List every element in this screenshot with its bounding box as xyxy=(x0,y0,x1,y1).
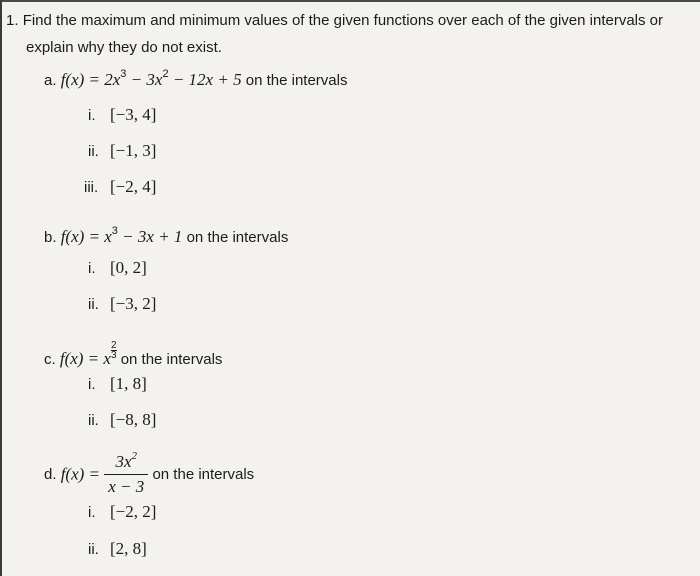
interval-value: [1, 8] xyxy=(110,374,147,393)
part-d-label: d. xyxy=(44,466,57,483)
part-c-label: c. xyxy=(44,351,56,368)
roman-numeral: i. xyxy=(88,504,96,521)
problem-number: 1. xyxy=(6,12,19,29)
problem-intro-line2: explain why they do not exist. xyxy=(26,39,222,56)
part-c-lhs: f(x) = xyxy=(59,349,104,368)
part-c-exponent xyxy=(111,341,117,360)
roman-numeral: i. xyxy=(88,107,96,124)
problem-text-1: Find the maximum and minimum values of the given functions over each of the given intervals or xyxy=(22,12,663,29)
part-a xyxy=(44,70,347,90)
interval-value: [−3, 4] xyxy=(110,105,157,124)
part-d-fraction xyxy=(104,452,148,497)
part-a-mid1: − 3x xyxy=(126,70,163,89)
numerator: 3x xyxy=(115,452,132,471)
part-b-lhs: f(x) = xyxy=(60,227,105,246)
interval-value: [−2, 2] xyxy=(110,502,157,521)
problem-intro-line1 xyxy=(6,12,663,29)
part-a-suffix: on the intervals xyxy=(245,72,348,89)
interval-value: [−3, 2] xyxy=(110,294,157,313)
part-a-label: a. xyxy=(44,72,57,89)
interval-value: [−2, 4] xyxy=(110,177,157,196)
part-c xyxy=(44,341,222,369)
part-c-suffix: on the intervals xyxy=(120,351,223,368)
part-b-pre: x xyxy=(104,227,112,246)
roman-numeral: ii. xyxy=(88,296,99,313)
roman-numeral: i. xyxy=(88,376,96,393)
left-border xyxy=(0,0,2,576)
interval-value: [2, 8] xyxy=(110,539,147,558)
part-b xyxy=(44,227,288,247)
roman-numeral: ii. xyxy=(88,412,99,429)
part-d-interval-1 xyxy=(88,502,156,522)
denominator: x − 3 xyxy=(104,474,148,497)
part-b-suffix: on the intervals xyxy=(186,229,289,246)
part-c-interval-2 xyxy=(88,410,156,430)
part-c-base: x xyxy=(103,349,111,368)
part-b-interval-2 xyxy=(88,294,156,314)
part-d-lhs: f(x) = xyxy=(60,464,105,484)
interval-value: [−1, 3] xyxy=(110,141,157,160)
exp-denominator: 3 xyxy=(110,350,117,361)
interval-value: [−8, 8] xyxy=(110,410,157,429)
part-d-suffix: on the intervals xyxy=(152,466,255,483)
roman-numeral: i. xyxy=(88,260,96,277)
part-b-exp: 3 xyxy=(111,225,118,237)
part-d-interval-2 xyxy=(88,539,147,559)
part-a-lhs: f(x) = xyxy=(60,70,105,89)
numerator-exp: 2 xyxy=(131,450,138,462)
part-a-interval-2 xyxy=(88,141,156,161)
part-a-exp1: 3 xyxy=(120,68,127,80)
part-b-interval-1 xyxy=(88,258,147,278)
part-b-label: b. xyxy=(44,229,57,246)
part-a-interval-3 xyxy=(84,177,156,197)
exp-numerator: 2 xyxy=(110,340,117,351)
part-a-interval-1 xyxy=(88,105,156,125)
interval-value: [0, 2] xyxy=(110,258,147,277)
roman-numeral: ii. xyxy=(88,143,99,160)
part-a-term1: 2x xyxy=(104,70,121,89)
part-b-post: − 3x + 1 xyxy=(117,227,183,246)
part-c-interval-1 xyxy=(88,374,147,394)
roman-numeral: iii. xyxy=(84,179,99,196)
top-border xyxy=(0,0,700,2)
part-a-exp2: 2 xyxy=(162,68,169,80)
part-d xyxy=(44,452,254,497)
roman-numeral: ii. xyxy=(88,541,99,558)
part-a-mid2: − 12x + 5 xyxy=(168,70,242,89)
